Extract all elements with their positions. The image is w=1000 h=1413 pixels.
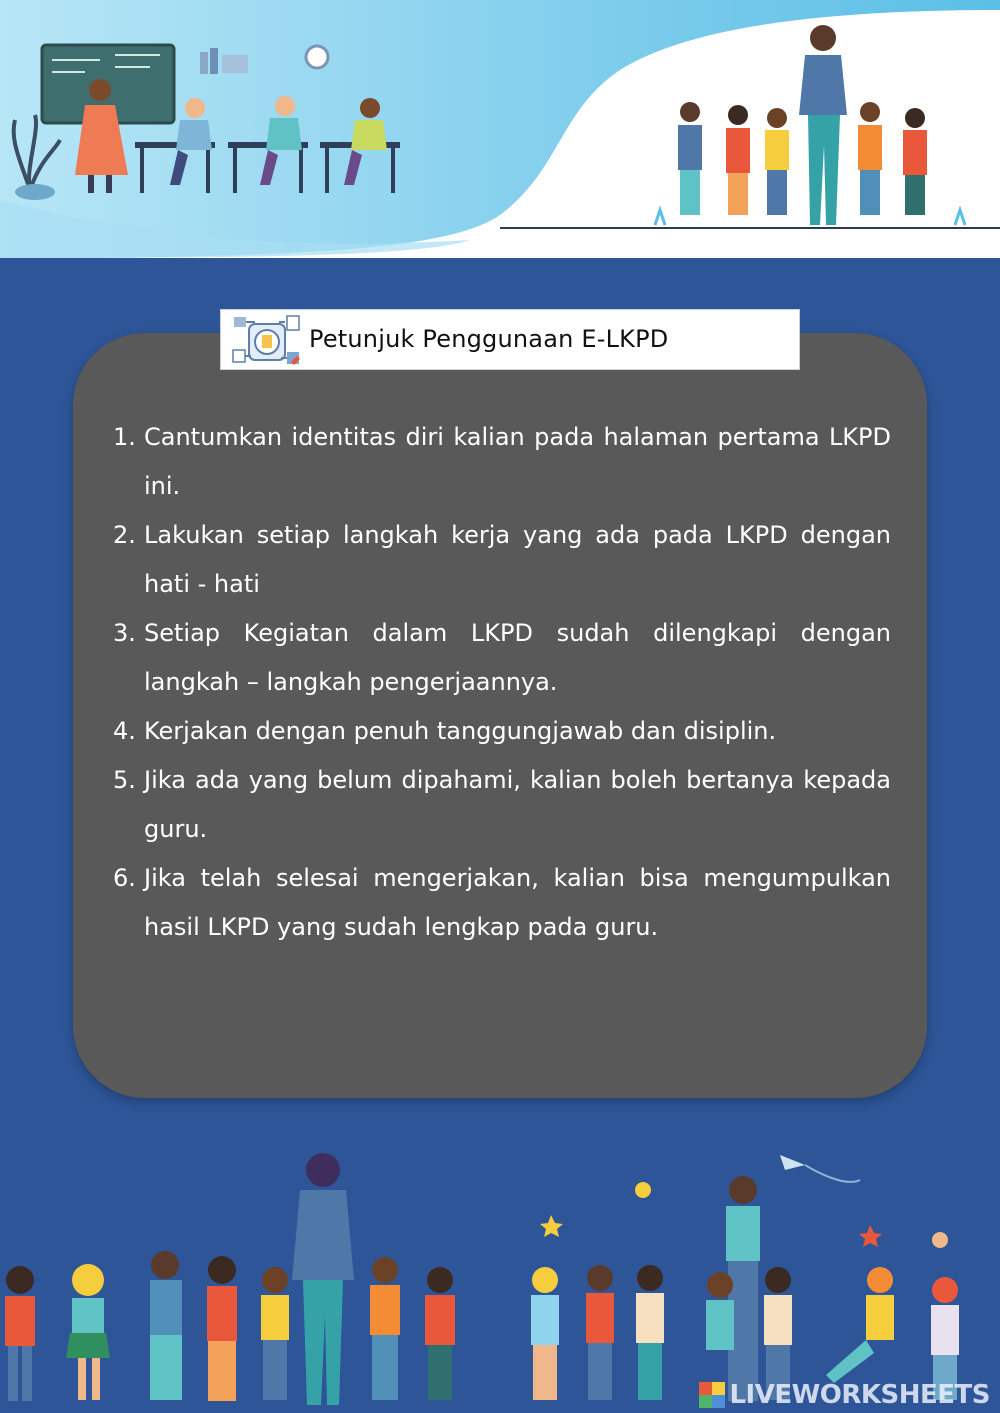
instruction-text: Cantumkan identitas diri kalian pada halaman pertama LKPD ini. <box>144 423 891 500</box>
instruction-item-6 <box>113 854 891 952</box>
instruction-number: 2. <box>113 521 136 549</box>
instruction-item-5 <box>113 756 891 854</box>
watermark-text: LIVEWORKSHEETS <box>729 1380 990 1410</box>
instruction-number: 4. <box>113 717 136 745</box>
instruction-number: 3. <box>113 619 136 647</box>
header-illustration <box>0 0 1000 258</box>
instruction-text: Jika ada yang belum dipahami, kalian boleh bertanya kepada guru. <box>144 766 891 843</box>
instruction-number: 1. <box>113 423 136 451</box>
instruction-item-2 <box>113 511 891 609</box>
instruction-item-3 <box>113 609 891 707</box>
liveworksheets-logo-icon <box>699 1382 725 1408</box>
liveworksheets-watermark <box>699 1380 990 1410</box>
instruction-item-1 <box>113 413 891 511</box>
instruction-text: Setiap Kegiatan dalam LKPD sudah dilengkapi dengan langkah – langkah pengerjaannya. <box>144 619 891 696</box>
instruction-number: 5. <box>113 766 136 794</box>
title-banner <box>220 309 800 370</box>
page-title: Petunjuk Penggunaan E-LKPD <box>309 325 669 353</box>
instruction-text: Kerjakan dengan penuh tanggungjawab dan disiplin. <box>144 717 777 745</box>
instructions-panel <box>73 333 927 1098</box>
instruction-number: 6. <box>113 864 136 892</box>
classroom-illustration <box>0 0 1000 258</box>
instruction-item-4 <box>113 707 891 756</box>
children-group-illustration <box>0 1130 1000 1413</box>
instruction-text: Lakukan setiap langkah kerja yang ada pada LKPD dengan hati - hati <box>144 521 891 598</box>
instruction-text: Jika telah selesai mengerjakan, kalian bisa mengumpulkan hasil LKPD yang sudah lengkap pada guru. <box>144 864 891 941</box>
footer-illustration <box>0 1130 1000 1413</box>
document-workflow-icon <box>229 312 305 370</box>
